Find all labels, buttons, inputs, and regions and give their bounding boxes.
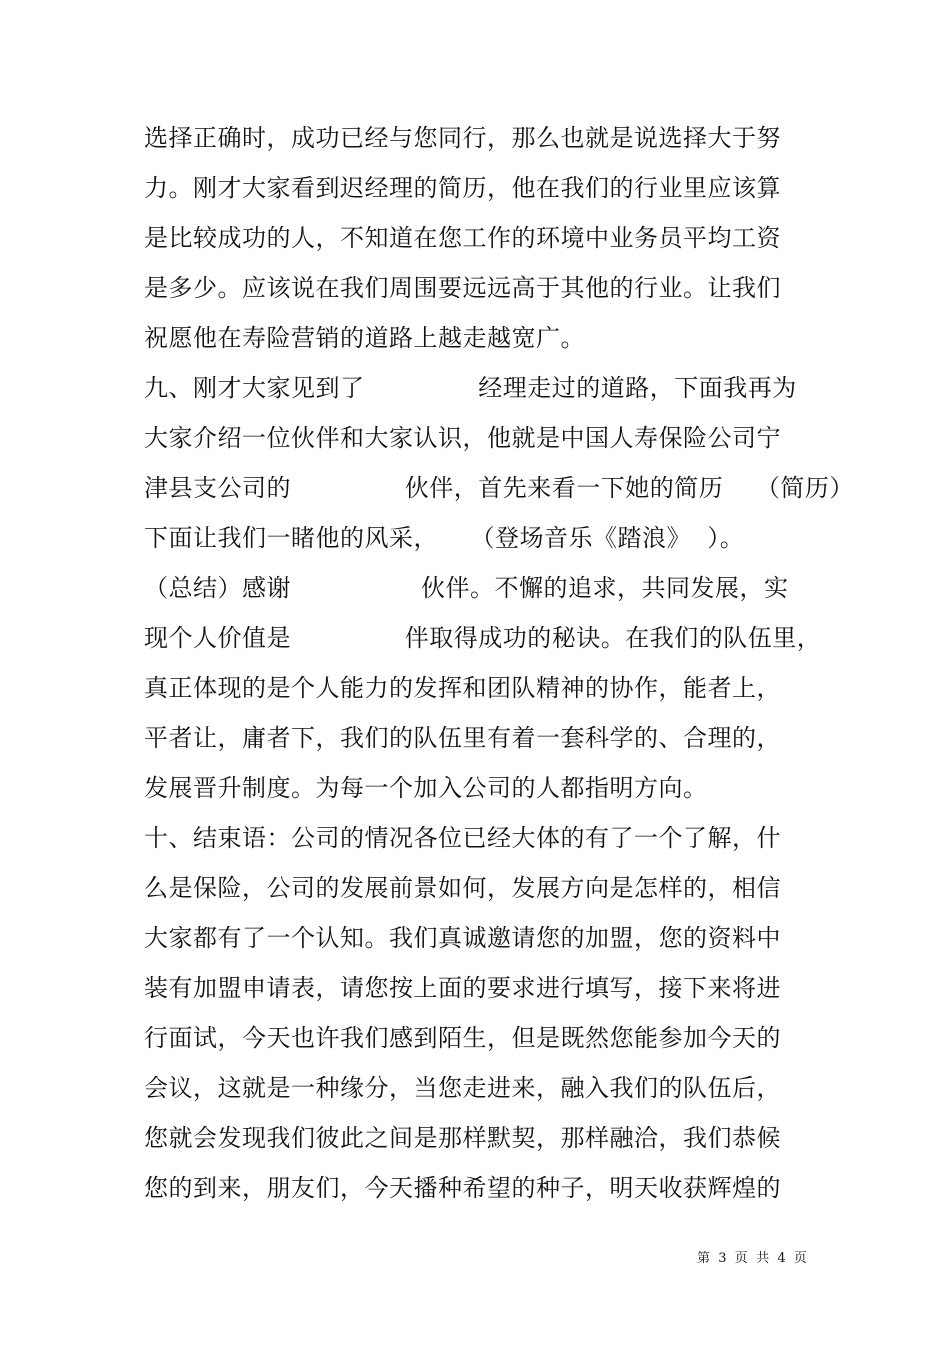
body-line-20: 会议，这就是一种缘分，当您走进来，融入我们的队伍后， — [144, 1074, 781, 1102]
body-line-17: 大家都有了一个认知。我们真诚邀请您的加盟，您的资料中 — [144, 924, 781, 952]
body-line-18: 装有加盟申请表，请您按上面的要求进行填写，接下来将进 — [144, 974, 781, 1002]
body-line-9: 下面让我们一睹他的风采， （登场音乐《踏浪》 ）。 — [144, 524, 745, 552]
body-line-19: 行面试，今天也许我们感到陌生，但是既然您能参加今天的 — [144, 1024, 781, 1052]
body-line-2: 力。刚才大家看到迟经理的简历，他在我们的行业里应该算 — [144, 174, 781, 202]
page-number-footer: 第 3 页 共 4 页 — [697, 1251, 807, 1266]
body-line-21: 您就会发现我们彼此之间是那样默契，那样融洽，我们恭候 — [144, 1124, 781, 1152]
body-line-7: 大家介绍一位伙伴和大家认识，他就是中国人寿保险公司宁 — [144, 424, 781, 452]
body-line-10: （总结）感谢 伙伴。不懈的追求，共同发展，实 — [144, 574, 789, 602]
body-line-22: 您的到来，朋友们，今天播种希望的种子，明天收获辉煌的 — [144, 1174, 781, 1202]
body-line-5: 祝愿他在寿险营销的道路上越走越宽广。 — [144, 324, 585, 352]
body-line-4: 是多少。应该说在我们周围要远远高于其他的行业。让我们 — [144, 274, 781, 302]
body-line-11: 现个人价值是 伴取得成功的秘诀。在我们的队伍里， — [144, 624, 822, 652]
body-line-13: 平者让，庸者下，我们的队伍里有着一套科学的、合理的， — [144, 724, 781, 752]
body-line-1: 选择正确时，成功已经与您同行，那么也就是说选择大于努 — [144, 124, 781, 152]
body-line-15: 十、结束语：公司的情况各位已经大体的有了一个了解，什 — [144, 824, 781, 852]
body-line-8: 津县支公司的 伙伴，首先来看一下她的简历 （简历） — [144, 474, 854, 502]
body-line-16: 么是保险，公司的发展前景如何，发展方向是怎样的，相信 — [144, 874, 781, 902]
body-line-6: 九、刚才大家见到了 经理走过的道路，下面我再为 — [144, 374, 797, 402]
body-line-14: 发展晋升制度。为每一个加入公司的人都指明方向。 — [144, 774, 708, 802]
body-line-12: 真正体现的是个人能力的发挥和团队精神的协作，能者上， — [144, 674, 781, 702]
body-line-3: 是比较成功的人，不知道在您工作的环境中业务员平均工资 — [144, 224, 781, 252]
